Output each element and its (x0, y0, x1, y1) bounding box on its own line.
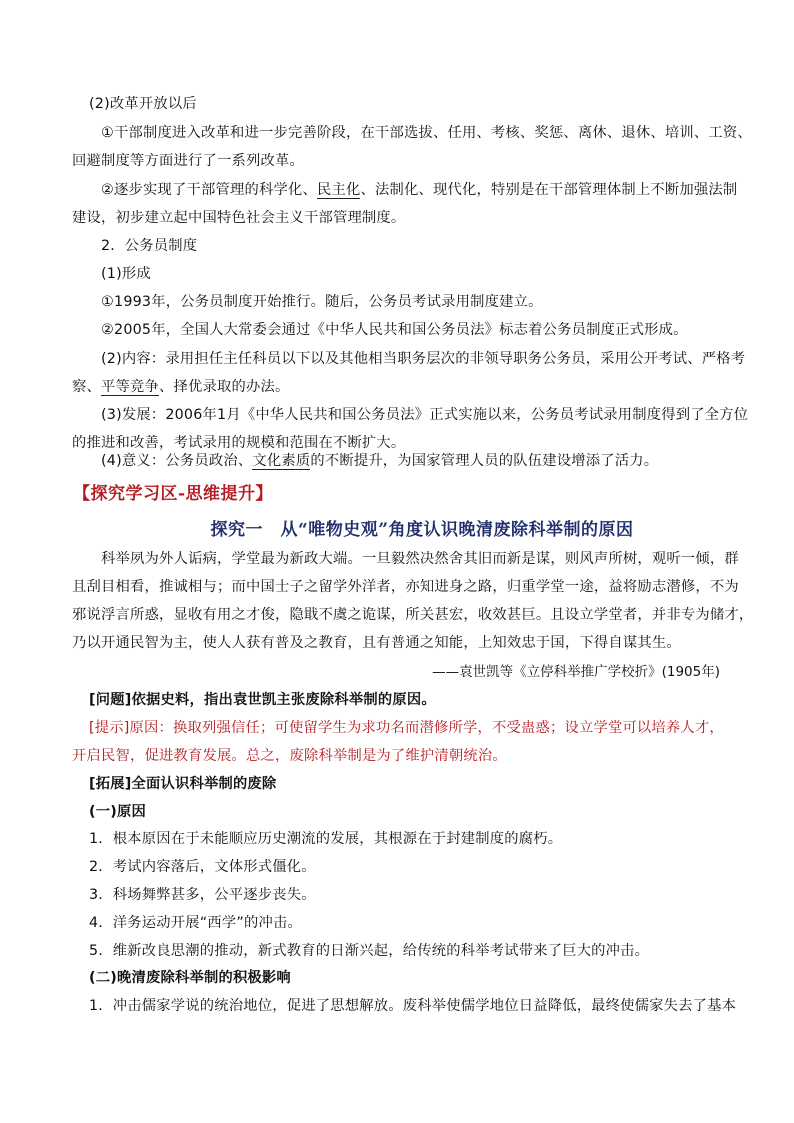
underlined-term: 平等竞争 (101, 379, 159, 395)
quote-line-3: 邪说浮言所惑，显收有用之才俊，隐戢不虞之诡谋，所关甚宏，收效甚巨。且设立学堂者，并非专为储才， (72, 607, 754, 623)
reform-point-1-line-2: 回避制度等方面进行了一系列改革。 (72, 153, 304, 169)
question: [问题]依据史料，指出袁世凯主张废除科举制的原因。 (89, 692, 436, 708)
quote-source: ——袁世凯等《立停科举推广学校折》(1905年) (432, 664, 720, 680)
development-line-1: (3)发展：2006年1月《中华人民共和国公务员法》正式实施以来，公务员考试录用制度得到了全方位 (101, 407, 749, 423)
underlined-term: 文化素质 (252, 453, 311, 469)
reform-point-2-line-2: 建设，初步建立起中国特色社会主义干部管理制度。 (72, 210, 406, 226)
cause-item: 1．根本原因在于未能顺应历史潮流的发展，其根源在于封建制度的腐朽。 (89, 831, 563, 847)
inquiry-title: 探究一 从“唯物史观”角度认识晚清废除科举制的原因 (210, 520, 634, 540)
hint-line-2: 开启民智，促进教育发展。总之，废除科举制是为了维护清朝统治。 (72, 748, 507, 764)
hint-line-1: [提示]原因：换取列强信任；可使留学生为求功名而潜修所学，不受蛊惑；设立学堂可以培养人才， (89, 720, 724, 736)
cause-item: 2．考试内容落后，文体形式僵化。 (89, 859, 316, 875)
formation-subheading: (1)形成 (101, 266, 151, 282)
cause-item: 5．维新改良思潮的推动，新式教育的日渐兴起，给传统的科举考试带来了巨大的冲击。 (89, 943, 650, 959)
quote-line-4: 乃以开通民智为主，使人人获有普及之教育，且有普通之知能，上知效忠于国，下得自谋其生。 (72, 635, 681, 651)
impact-item-1: 1．冲击儒家学说的统治地位，促进了思想解放。废科举使儒学地位日益降低，最终使儒家失去了基本 (89, 998, 737, 1014)
content-line-1: (2)内容：录用担任主任科员以下以及其他相当职务层次的非领导职务公务员，采用公开考试、严格考 (101, 351, 746, 367)
significance-line: (4)意义：公务员政治、文化素质的不断提升，为国家管理人员的队伍建设增添了活力。 (101, 453, 659, 469)
content-line-2: 察、平等竞争、择优录取的办法。 (72, 379, 290, 395)
formation-point-2: ②2005年，全国人大常委会通过《中华人民共和国公务员法》标志着公务员制度正式形成。 (101, 322, 688, 338)
cause-item: 3．科场舞弊甚多，公平逐步丧失。 (89, 887, 316, 903)
formation-point-1: ①1993年，公务员制度开始推行。随后，公务员考试录用制度建立。 (101, 294, 543, 310)
quote-line-1: 科举夙为外人诟病，学堂最为新政大端。一旦毅然决然舍其旧而新是谋，则风声所树，观听一倾，群 (101, 551, 739, 567)
impact-heading: (二)晚清废除科举制的积极影响 (89, 970, 291, 986)
reform-point-1-line-1: ①干部制度进入改革和进一步完善阶段，在干部选拔、任用、考核、奖惩、离休、退休、培训、工资、 (101, 125, 752, 141)
expand-heading: [拓展]全面认识科举制的废除 (89, 776, 277, 792)
civil-service-heading: 2．公务员制度 (101, 238, 198, 254)
quote-line-2: 且刮目相看，推诚相与；而中国士子之留学外洋者，亦知进身之路，归重学堂一途，益将励志潜修，不为 (72, 579, 739, 595)
section-heading: 【探究学习区-思维提升】 (73, 484, 274, 504)
cause-item: 4．洋务运动开展“西学”的冲击。 (89, 915, 302, 931)
reform-point-2-line-1: ②逐步实现了干部管理的科学化、民主化、法制化、现代化，特别是在干部管理体制上不断加强法制 (101, 182, 738, 198)
causes-heading: (一)原因 (89, 804, 146, 820)
reform-heading: (2)改革开放以后 (89, 96, 197, 112)
underlined-term: 民主化 (316, 182, 361, 198)
development-line-2: 的推进和改善，考试录用的规模和范围在不断扩大。 (72, 435, 406, 451)
